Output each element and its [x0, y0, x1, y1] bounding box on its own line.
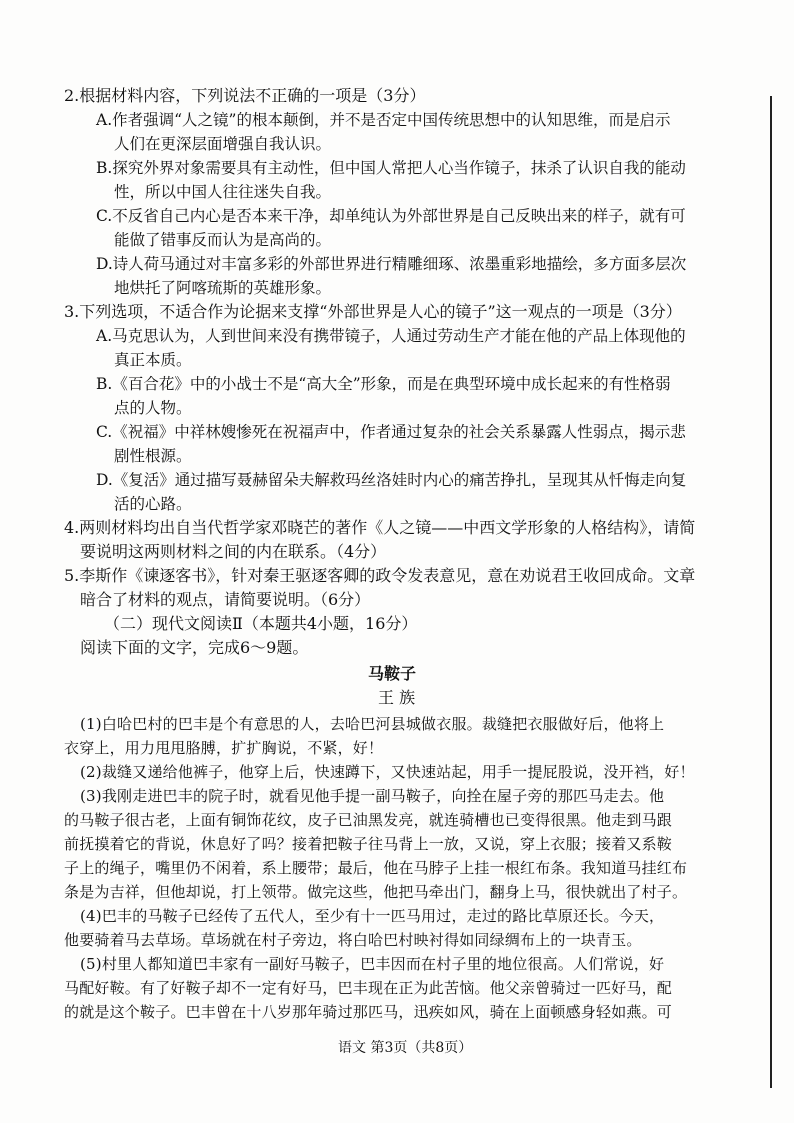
- story-line: 子上的绳子，嘴里仍不闲着，系上腰带；最后，他在马脖子上挂一根红布条。我知道马挂红布: [64, 859, 688, 877]
- q2-stem: 2.根据材料内容，下列说法不正确的一项是（3分）: [64, 86, 426, 105]
- story-line: 前抚摸着它的背说，休息好了吗？接着把鞍子往马背上一放，又说，穿上衣服；接着又系鞍: [64, 835, 673, 853]
- q4-line2: 要说明这两则材料之间的内在联系。（4分）: [80, 542, 387, 561]
- story-title: 马鞍子: [368, 664, 417, 683]
- story-line: (3)我刚走进巴丰的院子时，就看见他手提一副马鞍子，向拴在屋子旁的那匹马走去。他: [80, 787, 665, 805]
- story-line: 衣穿上，用力甩甩胳膊，扩扩胸说，不紧，好！: [64, 739, 384, 757]
- story-line: (1)白哈巴村的巴丰是个有意思的人，去哈巴河县城做衣服。裁缝把衣服做好后，他将上: [80, 715, 665, 733]
- margin-rule: [770, 96, 772, 1088]
- story-author: 王 族: [378, 688, 416, 707]
- q3-option-a-line2: 真正本质。: [114, 351, 192, 369]
- story-line: 马配好鞍。有了好鞍子却不一定有好马，巴丰现在正为此苦恼。他父亲曾骑过一匹好马，配: [64, 979, 673, 997]
- q2-option-b-line2: 性，所以中国人往往迷失自我。: [114, 183, 332, 201]
- q2-option-c-line1: C.不反省自己内心是否本来干净，却单纯认为外部世界是自己反映出来的样子，就有可: [96, 207, 686, 225]
- story-line: (4)巴丰的马鞍子已经传了五代人，至少有十一匹马用过，走过的路比草原还长。今天，: [80, 907, 665, 925]
- story-line: 条是为吉祥，但他却说，打上领带。做完这些，他把马牵出门，翻身上马，很快就出了村子。: [64, 883, 688, 901]
- q2-option-c-line2: 能做了错事反而认为是高尚的。: [114, 231, 332, 249]
- story-line: 他要骑着马去草场。草场就在村子旁边，将白哈巴村映衬得如同绿绸布上的一块青玉。: [64, 931, 642, 949]
- story-line: 的马鞍子很古老，上面有铜饰花纹，皮子已油黑发亮，就连骑槽也已变得很黑。他走到马跟: [64, 811, 673, 829]
- q2-option-d-line1: D.诗人荷马通过对丰富多彩的外部世界进行精雕细琢、浓墨重彩地描绘，多方面多层次: [96, 255, 687, 273]
- story-line: (5)村里人都知道巴丰家有一副好马鞍子，巴丰因而在村子里的地位很高。人们常说，好: [80, 955, 665, 973]
- q3-option-c-line1: C.《祝福》中祥林嫂惨死在祝福声中，作者通过复杂的社会关系暴露人性弱点，揭示悲: [96, 423, 686, 441]
- q2-option-b-line1: B.探究外界对象需要具有主动性，但中国人常把人心当作镜子，抹杀了认识自我的能动: [96, 159, 686, 177]
- story-line: (2)裁缝又递给他裤子，他穿上后，快速蹲下，又快速站起，用手一提屁股说，没开裆，好！: [80, 763, 695, 781]
- q3-option-d-line1: D.《复活》通过描写聂赫留朵夫解救玛丝洛娃时内心的痛苦挣扎，呈现其从忏悔走向复: [96, 471, 687, 489]
- q3-option-c-line2: 剧性根源。: [114, 447, 192, 465]
- q2-option-d-line2: 地烘托了阿喀琉斯的英雄形象。: [114, 279, 332, 297]
- q2-option-a-line1: A.作者强调“人之镜”的根本颠倒，并不是否定中国传统思想中的认知思维，而是启示: [96, 111, 671, 129]
- story-line: 的就是这个鞍子。巴丰曾在十八岁那年骑过那匹马，迅疾如风，骑在上面顿感身轻如燕。可: [64, 1003, 673, 1021]
- q3-option-b-line1: B.《百合花》中的小战士不是“高大全”形象，而是在典型环境中成长起来的有性格弱: [96, 375, 671, 393]
- q3-stem: 3.下列选项，不适合作为论据来支撑“外部世界是人心的镜子”这一观点的一项是（3分）: [64, 302, 682, 321]
- q3-option-b-line2: 点的人物。: [114, 399, 192, 417]
- section-heading: （二）现代文阅读Ⅱ（本题共4小题，16分）: [104, 614, 418, 633]
- q5-line2: 暗合了材料的观点，请简要说明。（6分）: [80, 590, 371, 609]
- q3-option-d-line2: 活的心路。: [114, 495, 192, 513]
- section-instruction: 阅读下面的文字，完成6～9题。: [80, 638, 309, 657]
- q4-line1: 4.两则材料均出自当代哲学家邓晓芒的著作《人之镜——中西文学形象的人格结构》，请简: [64, 518, 696, 537]
- page-footer: 语文 第3页（共8页）: [338, 1040, 473, 1056]
- q2-option-a-line2: 人们在更深层面增强自我认识。: [114, 135, 332, 153]
- q5-line1: 5.李斯作《谏逐客书》，针对秦王驱逐客卿的政令发表意见，意在劝说君王收回成命。文章: [64, 566, 696, 585]
- q3-option-a-line1: A.马克思认为，人到世间来没有携带镜子，人通过劳动生产才能在他的产品上体现他的: [96, 327, 686, 345]
